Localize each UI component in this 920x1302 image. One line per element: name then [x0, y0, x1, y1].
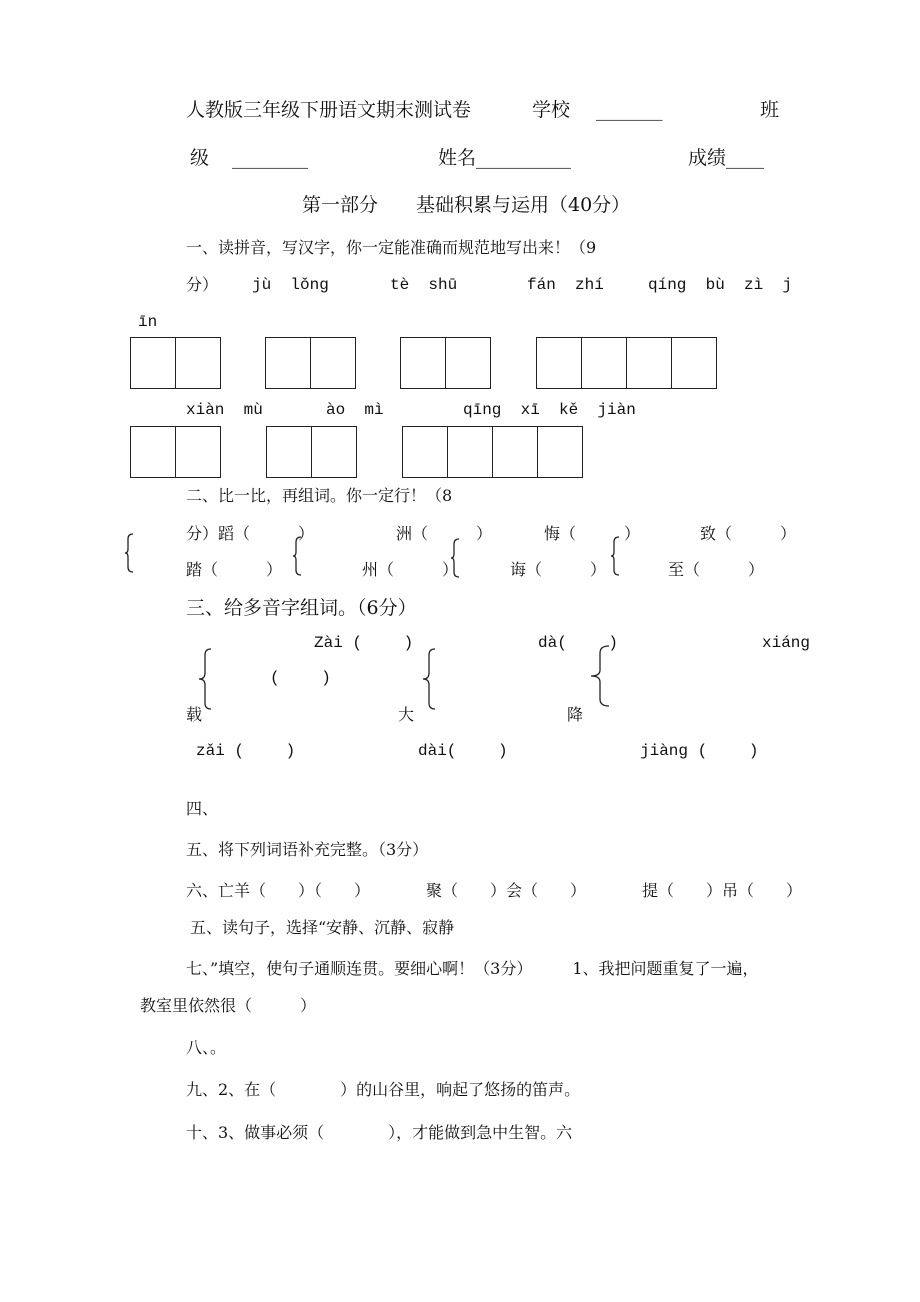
brace-icon — [124, 533, 134, 573]
word-pair-item: 诲（ ） — [510, 560, 607, 579]
sentence-3: 十、3、做事必须（ ），才能做到急中生智。六 — [186, 1123, 573, 1142]
word-pair-item: 洲（ ） — [396, 524, 493, 543]
brace-icon — [590, 645, 610, 707]
part-heading: 第一部分 基础积累与运用（40分） — [302, 194, 631, 216]
q3-heading: 三、给多音字组词。（6分） — [186, 597, 417, 619]
char-boxes[interactable] — [130, 337, 221, 389]
q4-heading: 四、 — [186, 799, 219, 818]
polyphone-reading: xiáng — [762, 634, 811, 652]
pinyin: īn — [138, 313, 158, 331]
name-field[interactable]: 姓名__________ — [438, 147, 572, 169]
brace-icon — [610, 536, 620, 576]
char-boxes[interactable] — [265, 337, 356, 389]
school-blank[interactable]: _______ — [596, 99, 663, 121]
pinyin: qíng bù zì j — [648, 276, 793, 294]
brace-icon — [292, 536, 302, 576]
q5-heading: 五、将下列词语补充完整。（3分） — [186, 840, 429, 859]
idiom-fill-line: 六、亡羊（ ）（ ） 聚（ ）会（ ） 提（ ）吊（ ） — [186, 881, 803, 900]
polyphone-reading: ( ) — [270, 669, 331, 687]
word-pair-item: 至（ ） — [668, 560, 765, 579]
char-boxes[interactable] — [266, 426, 357, 478]
q1-heading-cont: 分） — [186, 275, 219, 294]
pinyin: ào mì — [326, 401, 384, 419]
q2-heading: 二、比一比，再组词。你一定行！（8 — [186, 486, 453, 505]
pinyin: jù lǒng — [252, 276, 329, 294]
polyphone-reading: Zài ( ) — [314, 634, 414, 652]
sentence-1-cont: 教室里依然很（ ） — [140, 996, 317, 1015]
score-field[interactable]: 成绩____ — [688, 147, 765, 169]
word-pair-item: 州（ ） — [362, 560, 459, 579]
word-pair-item: 悔（ ） — [544, 524, 641, 543]
char-boxes[interactable] — [536, 337, 717, 389]
class-label-part1: 班 — [760, 99, 780, 121]
sentence-2: 九、2、在（ ）的山谷里，响起了悠扬的笛声。 — [186, 1080, 581, 1099]
word-pair-item: 蹈（ ） — [218, 524, 315, 543]
polyphone-char: 降 — [567, 705, 584, 724]
polyphone-reading: jiàng ( ) — [640, 742, 759, 760]
pinyin: xiàn mù — [186, 401, 263, 419]
word-pair-item: 踏（ ） — [186, 560, 283, 579]
q8-line: 八、。 — [186, 1038, 227, 1057]
pinyin: qīng xī kě jiàn — [463, 401, 636, 419]
sentence-instruction-cont: 七、”填空，使句子通顺连贯。要细心啊！（3分） 1、我把问题重复了一遍， — [186, 959, 759, 978]
char-boxes[interactable] — [400, 337, 491, 389]
polyphone-reading: dà( ) — [538, 634, 619, 652]
polyphone-reading: zǎi ( ) — [196, 742, 296, 760]
word-pair-item: 致（ ） — [700, 524, 797, 543]
q1-heading: 一、读拼音，写汉字，你一定能准确而规范地写出来！（9 — [186, 238, 597, 257]
polyphone-reading: dài( ) — [418, 742, 508, 760]
pinyin: tè shū — [390, 276, 458, 294]
char-boxes[interactable] — [402, 426, 583, 478]
class-label-part2: 级 — [190, 147, 210, 169]
q2-heading-cont: 分） — [186, 524, 219, 543]
exam-title: 人教版三年级下册语文期末测试卷 — [186, 99, 472, 121]
sentence-instruction: 五、读句子，选择“安静、沉静、寂静 — [190, 918, 455, 937]
pinyin: fán zhí — [527, 276, 604, 294]
char-boxes[interactable] — [130, 426, 221, 478]
polyphone-char: 载 — [186, 705, 203, 724]
brace-icon — [422, 648, 436, 710]
polyphone-char: 大 — [398, 705, 415, 724]
class-blank[interactable]: ________ — [232, 147, 308, 169]
brace-icon — [450, 538, 460, 578]
school-label: 学校 — [532, 99, 571, 121]
brace-icon — [198, 648, 212, 710]
